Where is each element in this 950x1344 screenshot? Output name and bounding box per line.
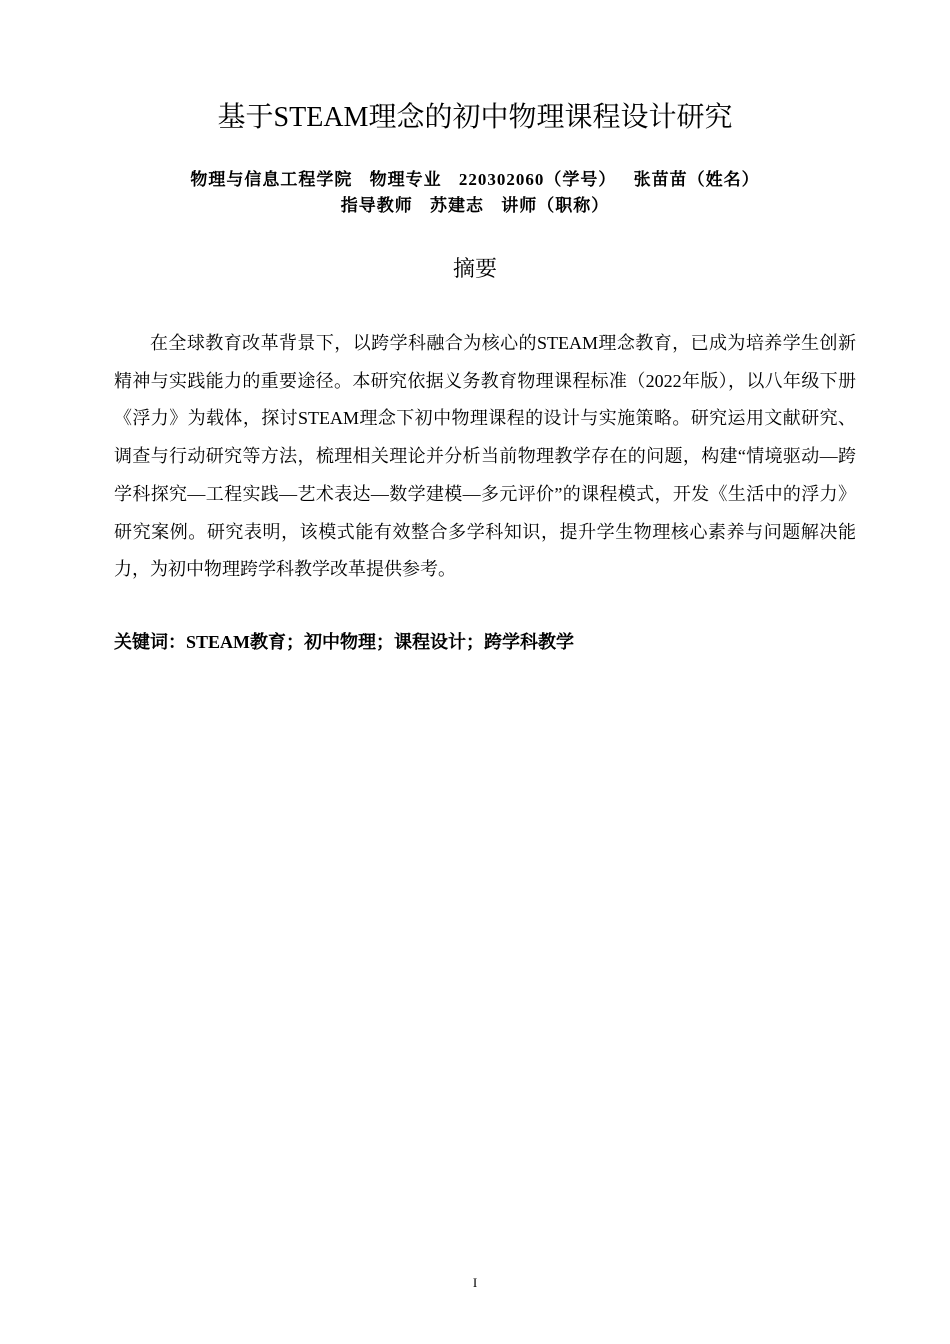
advisor-name: 苏建志 (430, 196, 484, 215)
student-name: 张苗苗（姓名） (633, 170, 760, 189)
page-number: I (472, 1275, 478, 1290)
abstract-heading: 摘要 (452, 256, 497, 281)
college-name: 物理与信息工程学院 (190, 170, 353, 189)
major-name: 物理专业 (369, 170, 442, 189)
advisor-info-line (0, 194, 950, 218)
author-info-line (0, 168, 950, 192)
keywords-line: 关键词：STEAM教育；初中物理；课程设计；跨学科教学 (114, 632, 575, 652)
abstract-body: 在全球教育改革背景下，以跨学科融合为核心的STEAM理念教育，已成为培养学生创新精神与实践能力的重要途径。本研究依据义务教育物理课程标准（2022年版），以八年级下册《浮力》为载体，探讨STEAM理念下初中物理课程的设计与实施策略。研究运用文献研究、调查与行动研究等方法，梳理相关理论并分析当前物理教学存在的问题，构建“情境驱动—跨学科探究—工程实践—艺术表达—数学建模—多元评价”的课程模式，开发《生活中的浮力》研究案例。研究表明，该模式能有效整合多学科知识，提升学生物理核心素养与问题解决能力，为初中物理跨学科教学改革提供参考。 (114, 333, 856, 580)
student-id: 220302060（学号） (458, 170, 617, 189)
advisor-label: 指导教师 (340, 196, 413, 215)
advisor-title: 讲师（职称） (501, 196, 610, 215)
paper-title: 基于STEAM理念的初中物理课程设计研究 (217, 102, 733, 133)
